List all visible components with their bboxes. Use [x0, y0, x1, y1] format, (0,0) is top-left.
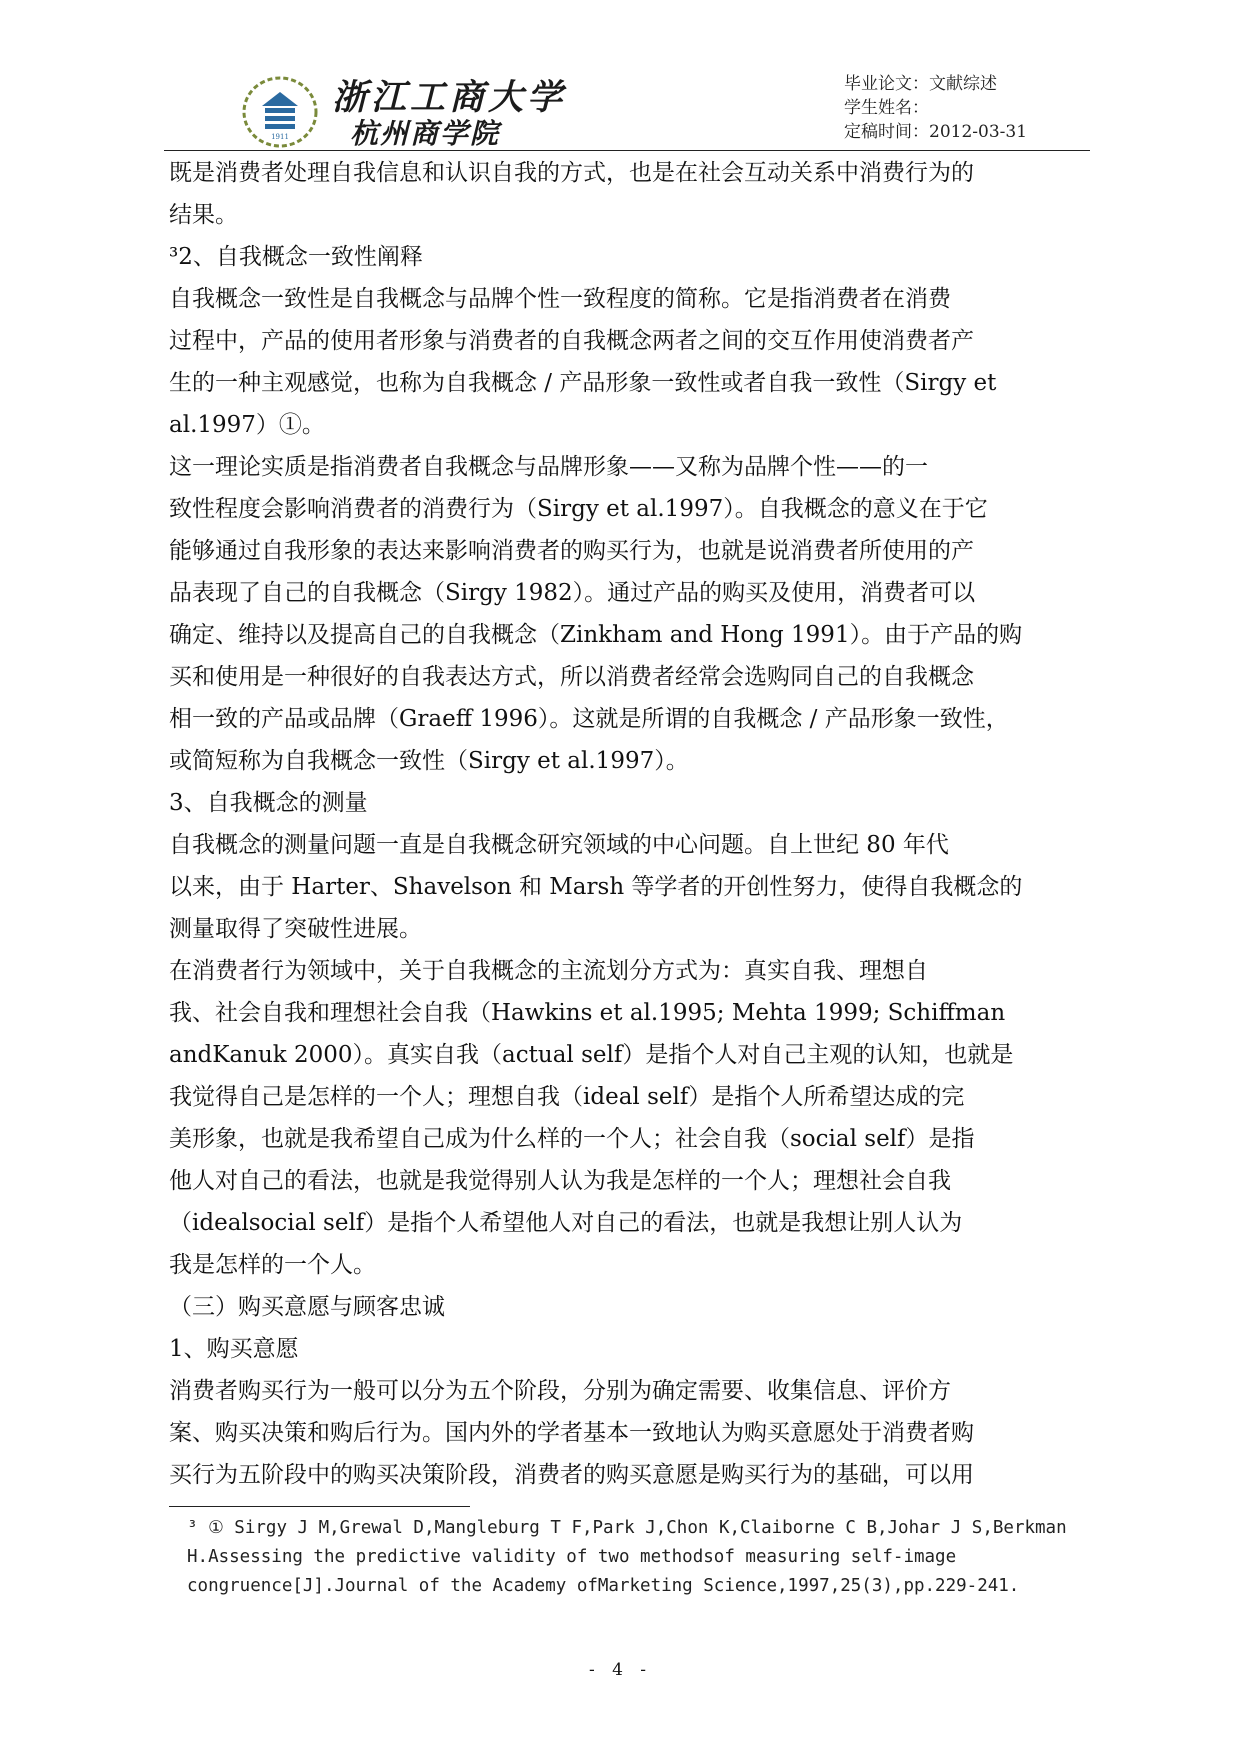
text-line: 消费者购买行为一般可以分为五个阶段，分别为确定需要、收集信息、评价方 — [169, 1378, 951, 1404]
text-line: 案、购买决策和购后行为。国内外的学者基本一致地认为购买意愿处于消费者购 — [169, 1420, 974, 1446]
text-line: 我、社会自我和理想社会自我（Hawkins et al.1995; Mehta 1999; Schiffman — [169, 1000, 1006, 1026]
meta-thesis-type: 毕业论文：文献综述 — [844, 74, 997, 94]
text-line: 在消费者行为领域中，关于自我概念的主流划分方式为：真实自我、理想自 — [169, 958, 928, 984]
text-line: 1、购买意愿 — [169, 1336, 299, 1362]
footnote-line: H.Assessing the predictive validity of two methodsof measuring self-image — [187, 1547, 957, 1567]
text-line: 确定、维持以及提高自己的自我概念（Zinkham and Hong 1991）。由于产品的购 — [169, 622, 1023, 648]
footnote-divider — [169, 1506, 470, 1507]
text-line: 生的一种主观感觉，也称为自我概念 / 产品形象一致性或者自我一致性（Sirgy et — [169, 370, 997, 396]
header-divider — [164, 150, 1090, 151]
text-line: （idealsocial self）是指个人希望他人对自己的看法，也就是我想让别人认为 — [169, 1210, 963, 1236]
text-line: （三）购买意愿与顾客忠诚 — [169, 1294, 445, 1320]
text-line: 自我概念的测量问题一直是自我概念研究领域的中心问题。自上世纪 80 年代 — [169, 832, 949, 858]
text-line: 以来，由于 Harter、Shavelson 和 Marsh 等学者的开创性努力，使得自我概念的 — [169, 874, 1023, 900]
text-line: 3、自我概念的测量 — [169, 790, 368, 816]
text-line: ³2、自我概念一致性阐释 — [169, 244, 423, 270]
text-line: 品表现了自己的自我概念（Sirgy 1982）。通过产品的购买及使用，消费者可以 — [169, 580, 976, 606]
text-line: 美形象，也就是我希望自己成为什么样的一个人；社会自我（social self）是指 — [169, 1126, 975, 1152]
text-line: 买行为五阶段中的购买决策阶段，消费者的购买意愿是购买行为的基础，可以用 — [169, 1462, 974, 1488]
school-name: 浙江工商大学 — [332, 77, 567, 118]
university-logo — [240, 72, 320, 148]
text-line: andKanuk 2000）。真实自我（actual self）是指个人对自己主观的认知，也就是 — [169, 1042, 1014, 1068]
text-line: 既是消费者处理自我信息和认识自我的方式，也是在社会互动关系中消费行为的 — [169, 160, 974, 186]
text-line: 我是怎样的一个人。 — [169, 1252, 376, 1278]
header-meta — [844, 72, 1027, 144]
meta-date: 定稿时间：2012-03-31 — [844, 122, 1028, 142]
page-number: - 4 - — [588, 1660, 653, 1680]
text-line: 我觉得自己是怎样的一个人；理想自我（ideal self）是指个人所希望达成的完 — [169, 1084, 965, 1110]
text-line: 结果。 — [169, 202, 238, 228]
text-line: 能够通过自我形象的表达来影响消费者的购买行为，也就是说消费者所使用的产 — [169, 538, 974, 564]
page-header — [164, 62, 1090, 150]
text-line: 相一致的产品或品牌（Graeff 1996）。这就是所谓的自我概念 / 产品形象一致性， — [169, 706, 1009, 732]
text-line: 买和使用是一种很好的自我表达方式，所以消费者经常会选购同自己的自我概念 — [169, 664, 974, 690]
text-line: 致性程度会影响消费者的消费行为（Sirgy et al.1997）。自我概念的意义在于它 — [169, 496, 988, 522]
footnote-line: congruence[J].Journal of the Academy ofMarketing Science,1997,25(3),pp.229-241. — [187, 1576, 1020, 1596]
school-subname: 杭州商学院 — [350, 117, 501, 150]
text-line: 或简短称为自我概念一致性（Sirgy et al.1997）。 — [169, 748, 689, 774]
text-line: al.1997）①。 — [169, 412, 325, 438]
footnote — [187, 1514, 1067, 1601]
body-text — [169, 152, 1069, 1496]
footnote-line: ³ ① Sirgy J M,Grewal D,Mangleburg T F,Park J,Chon K,Claiborne C B,Johar J S,Berkman — [187, 1518, 1067, 1538]
text-line: 这一理论实质是指消费者自我概念与品牌形象——又称为品牌个性——的一 — [169, 454, 928, 480]
text-line: 测量取得了突破性进展。 — [169, 916, 422, 942]
text-line: 过程中，产品的使用者形象与消费者的自我概念两者之间的交互作用使消费者产 — [169, 328, 974, 354]
svg-text:1911: 1911 — [271, 133, 289, 141]
text-line: 他人对自己的看法，也就是我觉得别人认为我是怎样的一个人；理想社会自我 — [169, 1168, 951, 1194]
meta-student-name: 学生姓名： — [844, 98, 929, 118]
text-line: 自我概念一致性是自我概念与品牌个性一致程度的简称。它是指消费者在消费 — [169, 286, 951, 312]
